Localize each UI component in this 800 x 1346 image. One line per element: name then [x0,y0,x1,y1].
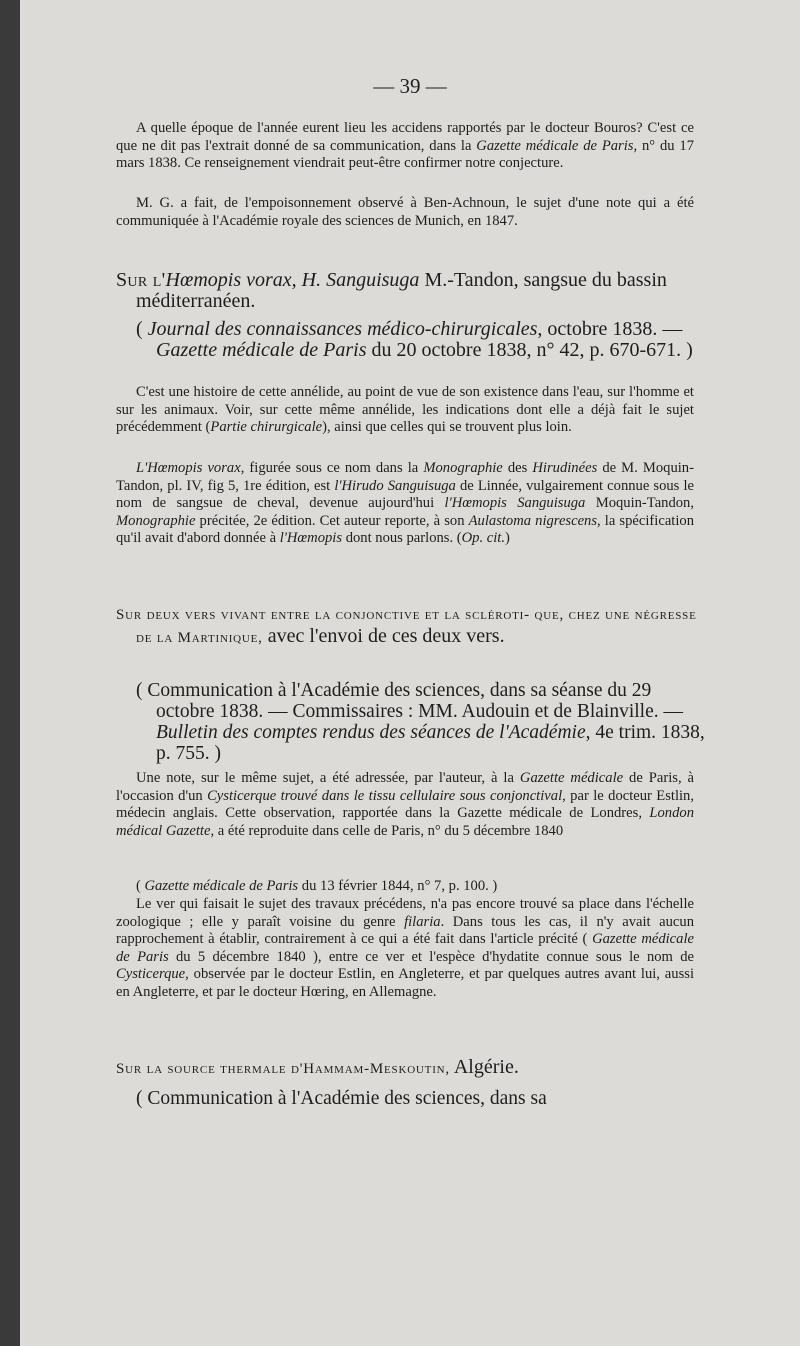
paragraph-ver-filaria: Le ver qui faisait le sujet des travaux précédens, n'a pas encore trouvé sa place dans l'échelle zoologique ; elle y paraît voisine du genre filaria. Dans tous les cas, il n'y avait aucun rapprochement à établir, contrairement à ce qui a été fait dans l'article précité ( Gazette médicale de Paris du 5 décembre 1840 ), entre ce ver et l'espèce d'hydatite connue sous le nom de Cysticerque, observée par le docteur Estlin, en Angleterre, et par quelques autres avant lui, aussi en Angleterre, et par le docteur Hœring, en Allemagne. [116,896,694,1000]
section-heading-vers: Sur deux vers vivant entre la conjonctive et la scléroti- que, chez une négresse de la Martinique, avec l'envoi de ces deux vers. [116,607,697,647]
paragraph-annelide: C'est une histoire de cette annélide, au point de vue de son existence dans l'eau, sur l'homme et sur les animaux. Voir, sur cette même annélide, les indications dont elle a déjà fait le sujet précédemment (Partie chirurgicale), ainsi que celles qui se trouvent plus loin. [116,384,694,436]
section-reference-hammam: ( Communication à l'Académie des sciences, dans sa [136,1088,547,1109]
page-number: — 39 — [373,74,447,98]
paragraph-estlin-note: Une note, sur le même sujet, a été adressée, par l'auteur, à la Gazette médicale de Paris, à l'occasion d'un Cysticerque trouvé dans le tissu cellulaire sous conjonctival, par le docteur Estlin, médecin anglais. Cette observation, rapportée dans la Gazette médicale de Londres, London médical Gazette, a été reproduite dans celle de Paris, n° du 5 décembre 1840 [116,770,695,839]
paragraph-munich: M. G. a fait, de l'empoisonnement observé à Ben-Achnoun, le sujet d'une note qui a été communiquée à l'Académie royale des sciences de Munich, en 1847. [116,195,694,229]
paragraph-haemopis-vorax: L'Hœmopis vorax, figurée sous ce nom dans la Monographie des Hirudinées de M. Moquin-Tandon, pl. IV, fig 5, 1re édition, est l'Hirudo Sanguisuga de Linnée, vulgairement connue sous le nom de sangsue de cheval, devenue aujourd'hui l'Hœmopis Sanguisuga Moquin-Tandon, Monographie précitée, 2e édition. Cet auteur reporte, à son Aulastoma nigrescens, la spécification qu'il avait d'abord donnée à l'Hœmopis dont nous parlons. (Op. cit.) [116,460,695,547]
section-reference-vers: ( Communication à l'Académie des sciences, dans sa séanse du 29 octobre 1838. — Commissaires : MM. Audouin et de Blainville. — Bulletin des comptes rendus des séances de l'Académie, 4e trim. 1838, p. 755. ) [136,680,705,764]
book-page [20,0,800,1346]
section-heading-hammam: Sur la source thermale d'Hammam-Meskoutin, Algérie. [116,1056,519,1078]
section-heading-haemopis: Sur l'Hœmopis vorax, H. Sanguisuga M.-Tandon, sangsue du bassin méditerranéen. [116,269,667,312]
paragraph-bouros: A quelle époque de l'année eurent lieu les accidens rapportés par le docteur Bouros? C'est ce que ne dit pas l'extrait donné de sa communication, dans la Gazette médicale de Paris, n° du 17 mars 1838. Ce renseignement viendrait peut-être confirmer notre conjecture. [116,120,694,172]
section-reference-haemopis: ( Journal des connaissances médico-chirurgicales, octobre 1838. — Gazette médicale de Paris du 20 octobre 1838, n° 42, p. 670-671. ) [136,318,693,361]
reference-gazette-1844: ( Gazette médicale de Paris du 13 février 1844, n° 7, p. 100. ) [136,878,498,894]
